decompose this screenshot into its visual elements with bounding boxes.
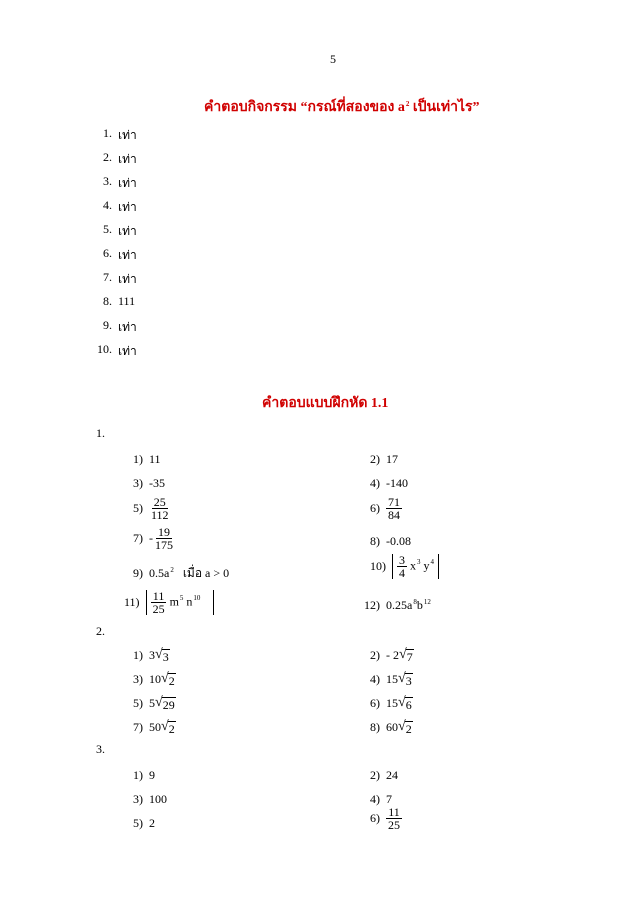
radical-coefficient: - 2 [386,648,399,662]
radical-coefficient: 10 [149,672,161,686]
answer-base: 0.5a [149,566,170,580]
fraction-numerator: 71 [388,495,400,509]
answer-label: 4) [370,792,380,806]
fraction-numerator: 19 [158,525,170,539]
answer-label: 8) [370,720,380,734]
answer-label: 4) [370,672,380,686]
absolute-value [392,554,439,579]
square-root [155,696,176,712]
activity-item-number: 3. [103,174,112,188]
variable-m: m [169,594,179,609]
fraction-denominator: 25 [152,602,165,616]
variable-x: x [410,558,416,573]
answer-label: 5) [133,696,143,710]
radical-coefficient: 3 [149,648,155,662]
answer-2-4 [370,672,413,688]
exponent-m: 5 [179,594,184,603]
radical-sign-icon: √ [155,647,163,663]
answer-label: 3) [133,476,143,490]
answer-value: -35 [149,476,165,490]
radical-sign-icon: √ [155,695,163,711]
activity-item-number: 10. [97,342,112,356]
answer-2-2 [370,648,414,664]
radical-sign-icon: √ [161,671,169,687]
activity-item-answer: เท่า [118,248,137,262]
radical-sign-icon: √ [399,647,407,663]
radical-coefficient: 5 [149,696,155,710]
answer-label: 2) [370,768,380,782]
square-root [399,648,414,664]
exponent-n: 10 [193,594,201,603]
exercise-title: คำตอบแบบฝึกหัด 1.1 [262,396,389,411]
answer-2-3 [133,672,176,688]
activity-title-sup: 2 [405,100,410,108]
answer-label: 11) [124,595,140,609]
radical-sign-icon: √ [398,719,406,735]
answer-2-5 [133,696,176,712]
answer-label: 3) [133,672,143,686]
activity-item-answer: 111 [118,294,136,308]
answer-label: 2) [370,452,380,466]
fraction-denominator: 4 [399,566,405,580]
exponent-a: 8 [413,598,417,606]
fraction-numerator: 25 [153,495,166,509]
fraction-numerator: 11 [152,589,165,603]
answer-label: 12) [364,598,380,612]
square-root [161,672,176,688]
answer-2-8 [370,720,413,736]
fraction [386,806,402,831]
radical-sign-icon: √ [161,719,169,735]
radical-coefficient: 50 [149,720,161,734]
answer-value: -0.08 [386,534,411,548]
answer-3-2 [370,768,398,783]
activity-title-post: เป็นเท่าไร” [409,100,480,115]
fraction-denominator: 175 [155,538,173,552]
fraction [397,554,407,579]
activity-item-answer: เท่า [118,224,137,238]
square-root [398,720,413,736]
fraction-numerator: 3 [399,553,405,567]
activity-item-number: 2. [103,150,112,164]
exponent-y: 4 [430,558,434,567]
answer-label: 8) [370,534,380,548]
answer-value: 9 [149,768,155,782]
answer-1-9 [133,564,229,583]
activity-item-number: 8. [103,294,112,308]
answer-label: 2) [370,648,380,662]
square-root [155,648,170,664]
radicand: 3 [405,674,412,689]
radicand: 7 [406,650,413,665]
answer-3-5 [133,816,155,831]
answer-1-10 [370,554,439,579]
activity-title [204,96,480,118]
answer-label: 7) [133,720,143,734]
answer-label: 3) [133,792,143,806]
activity-item-answer: เท่า [118,200,137,214]
answer-value: 11 [149,452,161,466]
activity-item-answer: เท่า [118,176,137,190]
answer-2-7 [133,720,176,736]
answer-label: 6) [370,696,380,710]
answer-3-1 [133,768,155,783]
answer-1-6 [370,496,402,521]
radical-sign-icon: √ [398,695,406,711]
activity-item-answer: เท่า [118,128,137,142]
fraction-denominator: 112 [151,508,169,522]
answer-exponent: 2 [170,566,174,574]
answer-label: 5) [133,816,143,830]
answer-label: 1) [133,768,143,782]
minus-sign: - [149,531,153,545]
activity-item-number: 4. [103,198,112,212]
answer-1-5 [133,496,171,521]
answer-3-3 [133,792,167,807]
answer-1-3 [133,476,165,491]
exponent-x: 3 [417,558,421,567]
answer-3-6 [370,806,402,831]
fraction [386,496,402,521]
radical-sign-icon: √ [398,671,406,687]
radicand: 29 [162,698,175,713]
activity-item-answer: เท่า [118,272,137,286]
activity-item-number: 9. [103,318,112,332]
square-root [398,672,413,688]
activity-item-answer: เท่า [118,152,137,166]
answer-label: 6) [370,501,380,515]
answer-label: 10) [370,559,386,573]
answer-value: 7 [386,792,392,806]
square-root [161,720,176,736]
page-number: 5 [330,52,336,66]
answer-label: 1) [133,452,143,466]
activity-item-number: 6. [103,246,112,260]
answer-label: 6) [370,811,380,825]
radicand: 3 [162,650,169,665]
fraction [151,590,167,615]
question-3-number: 3. [96,742,105,756]
answer-condition: เมื่อ a > 0 [182,566,230,580]
question-1-number: 1. [96,426,105,440]
radical-coefficient: 15 [386,696,398,710]
answer-label: 1) [133,648,143,662]
answer-value: 17 [386,452,398,466]
answer-1-8 [370,534,411,549]
fraction [153,526,175,551]
answer-2-1 [133,648,170,664]
activity-title-pre: คำตอบกิจกรรม “กรณ์ที่สองของ a [204,100,405,115]
fraction-denominator: 84 [388,508,400,522]
variable-n: n [186,594,193,609]
answer-label: 7) [133,531,143,545]
answer-label: 5) [133,501,143,515]
answer-1-2 [370,452,398,467]
exponent-b: 12 [423,598,431,606]
answer-value: 2 [149,816,155,830]
activity-item-answer: เท่า [118,320,137,334]
radicand: 6 [405,698,412,713]
activity-item-answer: เท่า [118,344,137,358]
answer-2-6 [370,696,413,712]
variable-y: y [423,558,430,573]
answer-1-12 [364,598,431,613]
radicand: 2 [168,674,175,689]
radicand: 2 [168,722,175,737]
radical-coefficient: 60 [386,720,398,734]
radical-coefficient: 15 [386,672,398,686]
square-root [398,696,413,712]
fraction-numerator: 11 [388,805,400,819]
radicand: 2 [405,722,412,737]
answer-label: 4) [370,476,380,490]
answer-1-7 [133,526,175,551]
answer-1-4 [370,476,408,491]
fraction [149,496,171,521]
activity-item-number: 1. [103,126,112,140]
question-2-number: 2. [96,624,105,638]
activity-item-number: 7. [103,270,112,284]
answer-value: 100 [149,792,167,806]
activity-item-number: 5. [103,222,112,236]
answer-value: -140 [386,476,408,490]
answer-1-1 [133,452,161,467]
answer-label: 9) [133,566,143,580]
fraction-denominator: 25 [388,818,400,832]
variable-b: b [416,598,423,612]
answer-1-11 [124,590,214,615]
absolute-value [146,590,215,615]
answer-value: 24 [386,768,398,782]
answer-base: 0.25a [386,598,413,612]
